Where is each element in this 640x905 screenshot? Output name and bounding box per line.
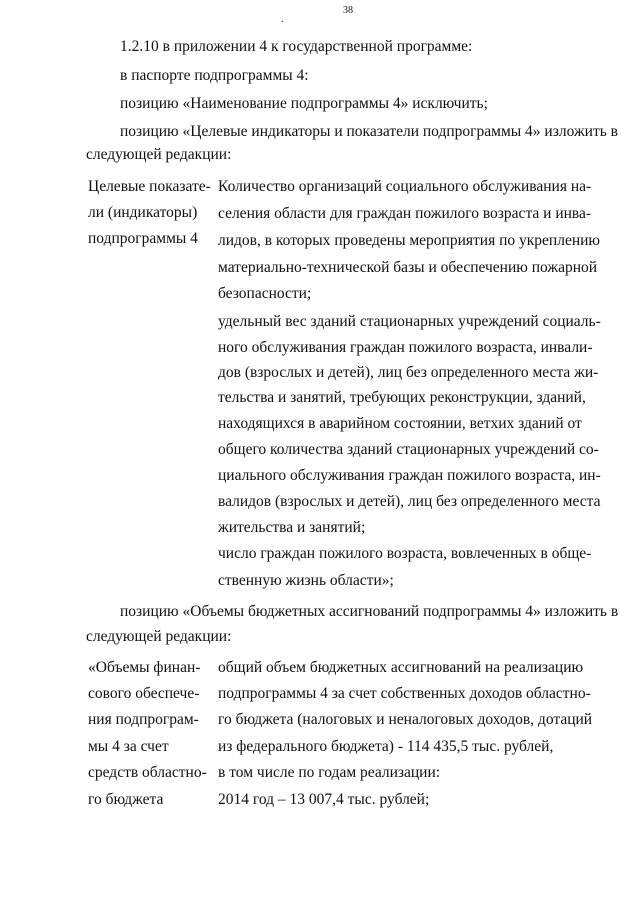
table2-text-line: в том числе по годам реализации: xyxy=(218,764,441,781)
table1-text-line: безопасности; xyxy=(218,285,312,302)
table2-label-line: сового обеспече- xyxy=(88,685,200,702)
table1-text-line: ного обслуживания граждан пожилого возраста, инвали- xyxy=(218,339,593,356)
middle-line: позицию «Объемы бюджетных ассигнований подпрограммы 4» изложить в xyxy=(120,603,619,620)
intro-line: в паспорте подпрограммы 4: xyxy=(120,67,309,84)
table1-text-line: селения области для граждан пожилого возраста и инва- xyxy=(218,205,592,222)
table2-text-line: общий объем бюджетных ассигнований на реализацию xyxy=(218,659,584,676)
table1-text-line: удельный вес зданий стационарных учреждений социаль- xyxy=(218,313,601,330)
table1-label-line: подпрограммы 4 xyxy=(88,230,198,247)
table2-label-line: «Объемы финан- xyxy=(88,659,201,676)
table1-text-line: лидов, в которых проведены мероприятия по укреплению xyxy=(218,232,601,249)
table1-label-line: Целевые показате- xyxy=(88,178,211,195)
table1-text-line: находящихся в аварийном состоянии, ветхих зданий от xyxy=(218,415,582,432)
table2-label-line: ния подпрограм- xyxy=(88,711,199,728)
table1-text-line: дов (взрослых и детей), лиц без определенного места жи- xyxy=(218,364,599,381)
table2-text-line: подпрограммы 4 за счет собственных доходов областно- xyxy=(218,685,591,702)
middle-line: следующей редакции: xyxy=(86,628,232,645)
table1-text-line: материально-технической базы и обеспечению пожарной xyxy=(218,259,598,276)
intro-line: позицию «Наименование подпрограммы 4» исключить; xyxy=(120,95,488,112)
intro-line: 1.2.10 в приложении 4 к государственной программе: xyxy=(120,38,473,55)
table2-text-line: го бюджета (налоговых и неналоговых доходов, дотаций xyxy=(218,711,593,728)
table1-text-line: общего количества зданий стационарных учреждений со- xyxy=(218,441,599,458)
table2-label-line: мы 4 за счет xyxy=(88,738,169,755)
page-number: 38 xyxy=(343,5,353,16)
table1-text-line: число граждан пожилого возраста, вовлеченных в обще- xyxy=(218,545,592,562)
table1-text-line: валидов (взрослых и детей), лиц без определенного места xyxy=(218,493,601,510)
intro-line: позицию «Целевые индикаторы и показатели подпрограммы 4» изложить в xyxy=(120,123,618,140)
table2-label-line: средств областно- xyxy=(88,764,207,781)
table2-text-line: из федерального бюджета) - 114 435,5 тыс. рублей, xyxy=(218,738,554,755)
table2-label-line: го бюджета xyxy=(88,791,164,808)
table2-text-line: 2014 год – 13 007,4 тыс. рублей; xyxy=(218,791,430,808)
scan-dot: . xyxy=(281,14,284,25)
table1-text-line: тельства и занятий, требующих реконструкции, зданий, xyxy=(218,389,586,406)
table1-label-line: ли (индикаторы) xyxy=(88,204,198,221)
table1-text-line: Количество организаций социального обслуживания на- xyxy=(218,178,592,195)
table1-text-line: циального обслуживания граждан пожилого возраста, ин- xyxy=(218,467,601,484)
intro-line: следующей редакции: xyxy=(86,146,232,163)
table1-text-line: жительства и занятий; xyxy=(218,519,366,536)
table1-text-line: ственную жизнь области»; xyxy=(218,572,394,589)
